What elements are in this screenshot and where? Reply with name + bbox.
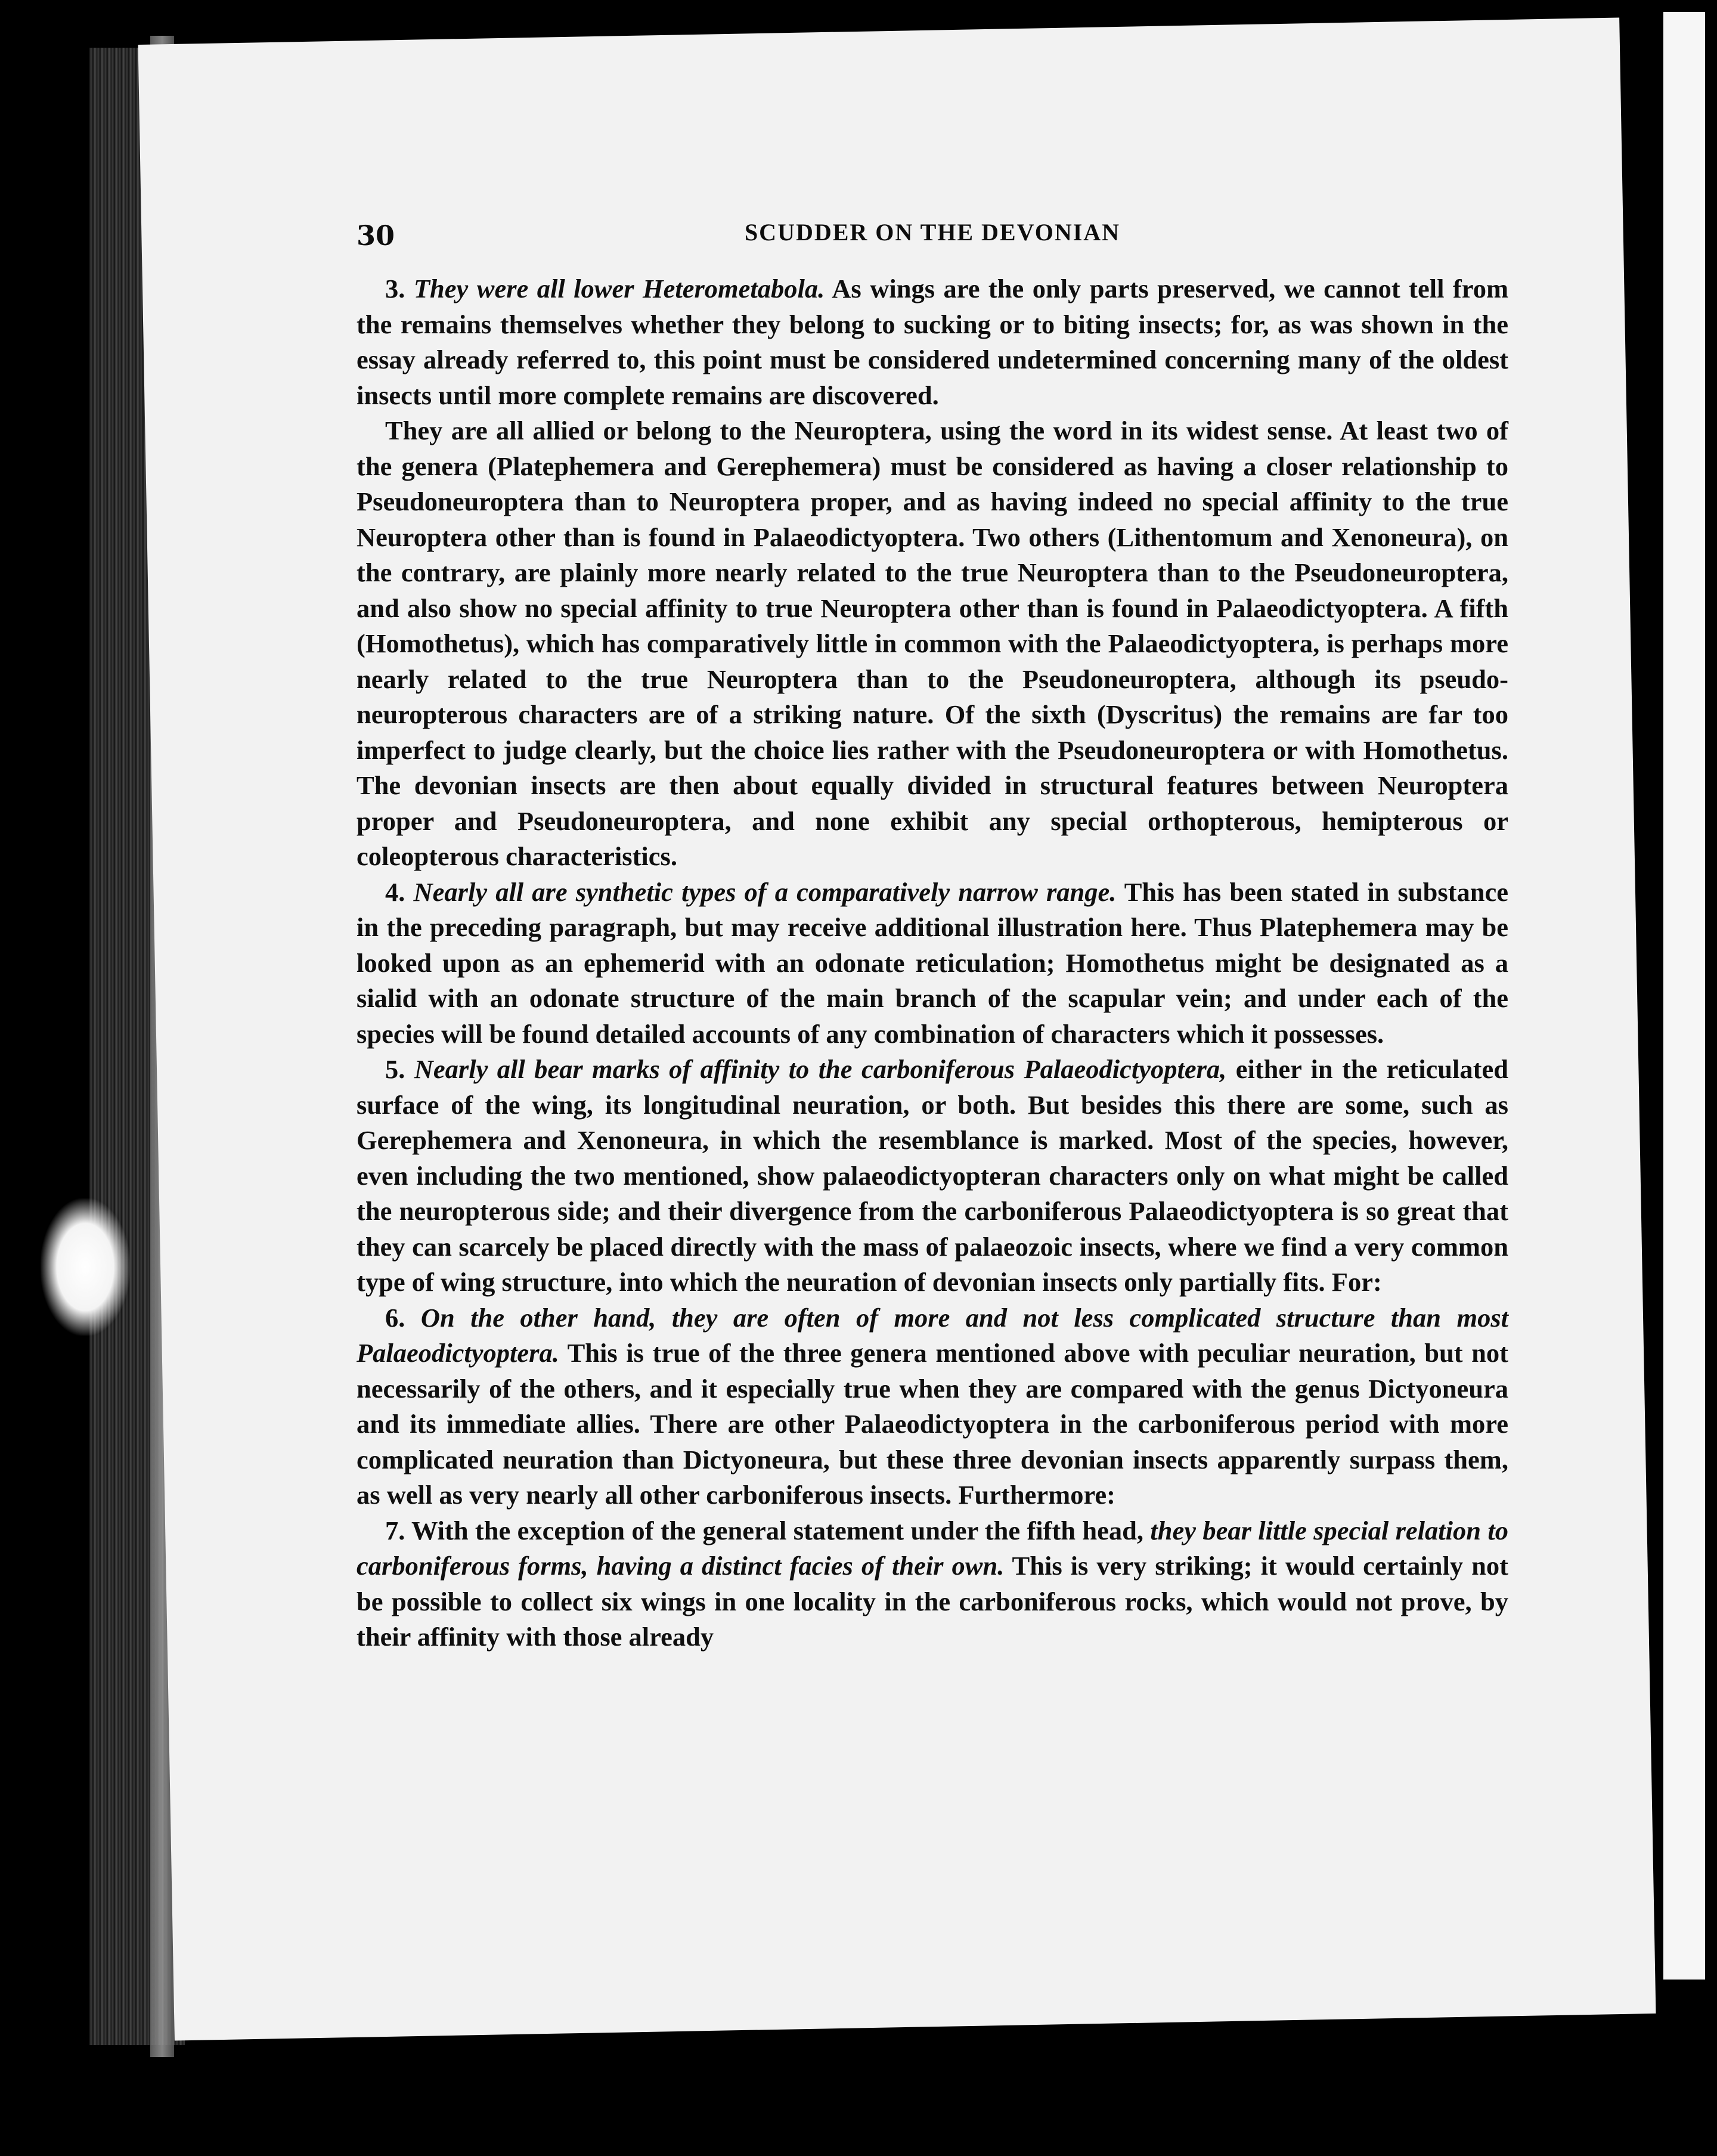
paragraph-4 xyxy=(357,875,1508,1052)
item-heading: Nearly all are synthetic types of a comparatively narrow range. xyxy=(413,876,1117,907)
facing-page-edge xyxy=(1663,12,1705,1980)
page-number: 30 xyxy=(357,219,395,252)
item-number: 6. xyxy=(385,1302,421,1333)
paragraph-text: They are all allied or belong to the Neuroptera, using the word in its widest sense. At least two of the genera (Platephemera and Gerephemera) must be considered as having a closer relationship to Pseudoneuroptera than to Neuroptera proper, and as having indeed no special affinity to the true Neuroptera other than is found in Palaeodictyoptera. Two others (Lithentomum and Xenoneura), on the contrary, are plainly more nearly related to the true Neuroptera than to the Pseudoneuroptera, and also show no special affinity to true Neuroptera other than is found in Palaeodictyoptera. A fifth (Homothetus), which has comparatively little in common with the Palaeodictyoptera, is perhaps more nearly related to the true Neuroptera than to the Pseudoneuroptera, although its pseudo-neuropterous characters are of a striking nature. Of the sixth (Dyscritus) the remains are far too imperfect to judge clearly, but the choice lies rather with the Pseudoneuroptera or with Homothetus. The devonian insects are then about equally divided in structural features between Neuroptera proper and Pseudoneuroptera, and none exhibit any special orthopterous, hemipterous or coleopterous characteristics. xyxy=(357,416,1508,871)
body-text xyxy=(357,271,1508,1655)
paragraph-text: This is very striking; it would certainly not be possible to collect six wings in one locality in the carboniferous rocks, which would not prove, by their affinity with those already xyxy=(357,1551,1508,1652)
item-heading: Nearly all bear marks of affinity to the carboniferous Palaeodictyoptera, xyxy=(414,1054,1227,1084)
paragraph-neuroptera xyxy=(357,413,1508,875)
item-number: 3. xyxy=(385,274,414,303)
paragraph-text: This is true of the three genera mentioned above with peculiar neuration, but not necessarily of the others, and it especially true when they are compared with the genus Dictyoneura and its immediate allies. There are other Palaeodictyoptera in the carboniferous period with more complicated neuration than Dictyoneura, but these three devonian insects apparently surpass them, as well as very nearly all other carboniferous insects. Furthermore: xyxy=(357,1338,1508,1510)
paper-blemish xyxy=(41,1198,130,1336)
paragraph-3 xyxy=(357,271,1508,413)
page-header xyxy=(357,213,1508,261)
paragraph-text: either in the reticulated surface of the wing, its longitudinal neuration, or both. But besides this there are some, such as Gerephemera and Xenoneura, in which the resemblance is marked. Most of the species, however, even including the two mentioned, show palaeodictyopteran characters only on what might be called the neuropterous side; and their divergence from the carboniferous Palaeodictyoptera is so great that they can scarcely be placed directly with the mass of palaeozoic insects, where we find a very common type of wing structure, into which the neuration of devonian insects only partially fits. For: xyxy=(357,1054,1508,1297)
paragraph-text: This has been stated in substance in the preceding paragraph, but may receive additional illustration here. Thus Platephemera may be looked upon as an ephemerid with an odonate reticulation; Homothetus might be designated as a sialid with an odonate structure of the main branch of the scapular vein; and under each of the species will be found detailed accounts of any combination of characters which it possesses. xyxy=(357,876,1508,1049)
paragraph-6 xyxy=(357,1300,1508,1513)
paragraph-text: As wings are the only parts preserved, we cannot tell from the remains themselves whether they belong to sucking or to biting insects; for, as was shown in the essay already referred to, this point must be considered undetermined concerning many of the oldest insects until more complete remains are discovered. xyxy=(357,274,1509,410)
paragraph-text-pre: With the exception of the general statement under the fifth head, xyxy=(411,1515,1151,1545)
paragraph-7 xyxy=(357,1513,1508,1655)
paragraph-5 xyxy=(357,1052,1508,1300)
item-number: 4. xyxy=(385,876,414,907)
running-head: SCUDDER ON THE DEVONIAN xyxy=(744,219,1121,246)
item-number: 5. xyxy=(385,1054,414,1084)
item-heading: They were all lower Heterometabola. xyxy=(413,274,825,303)
item-heading: On the other hand, they are often of more and not less complicated structure than most Palaeodictyoptera. xyxy=(357,1302,1509,1368)
item-heading: they bear little special relation to carboniferous forms, having a distinct facies of their own. xyxy=(357,1515,1508,1581)
item-number: 7. xyxy=(385,1515,411,1545)
